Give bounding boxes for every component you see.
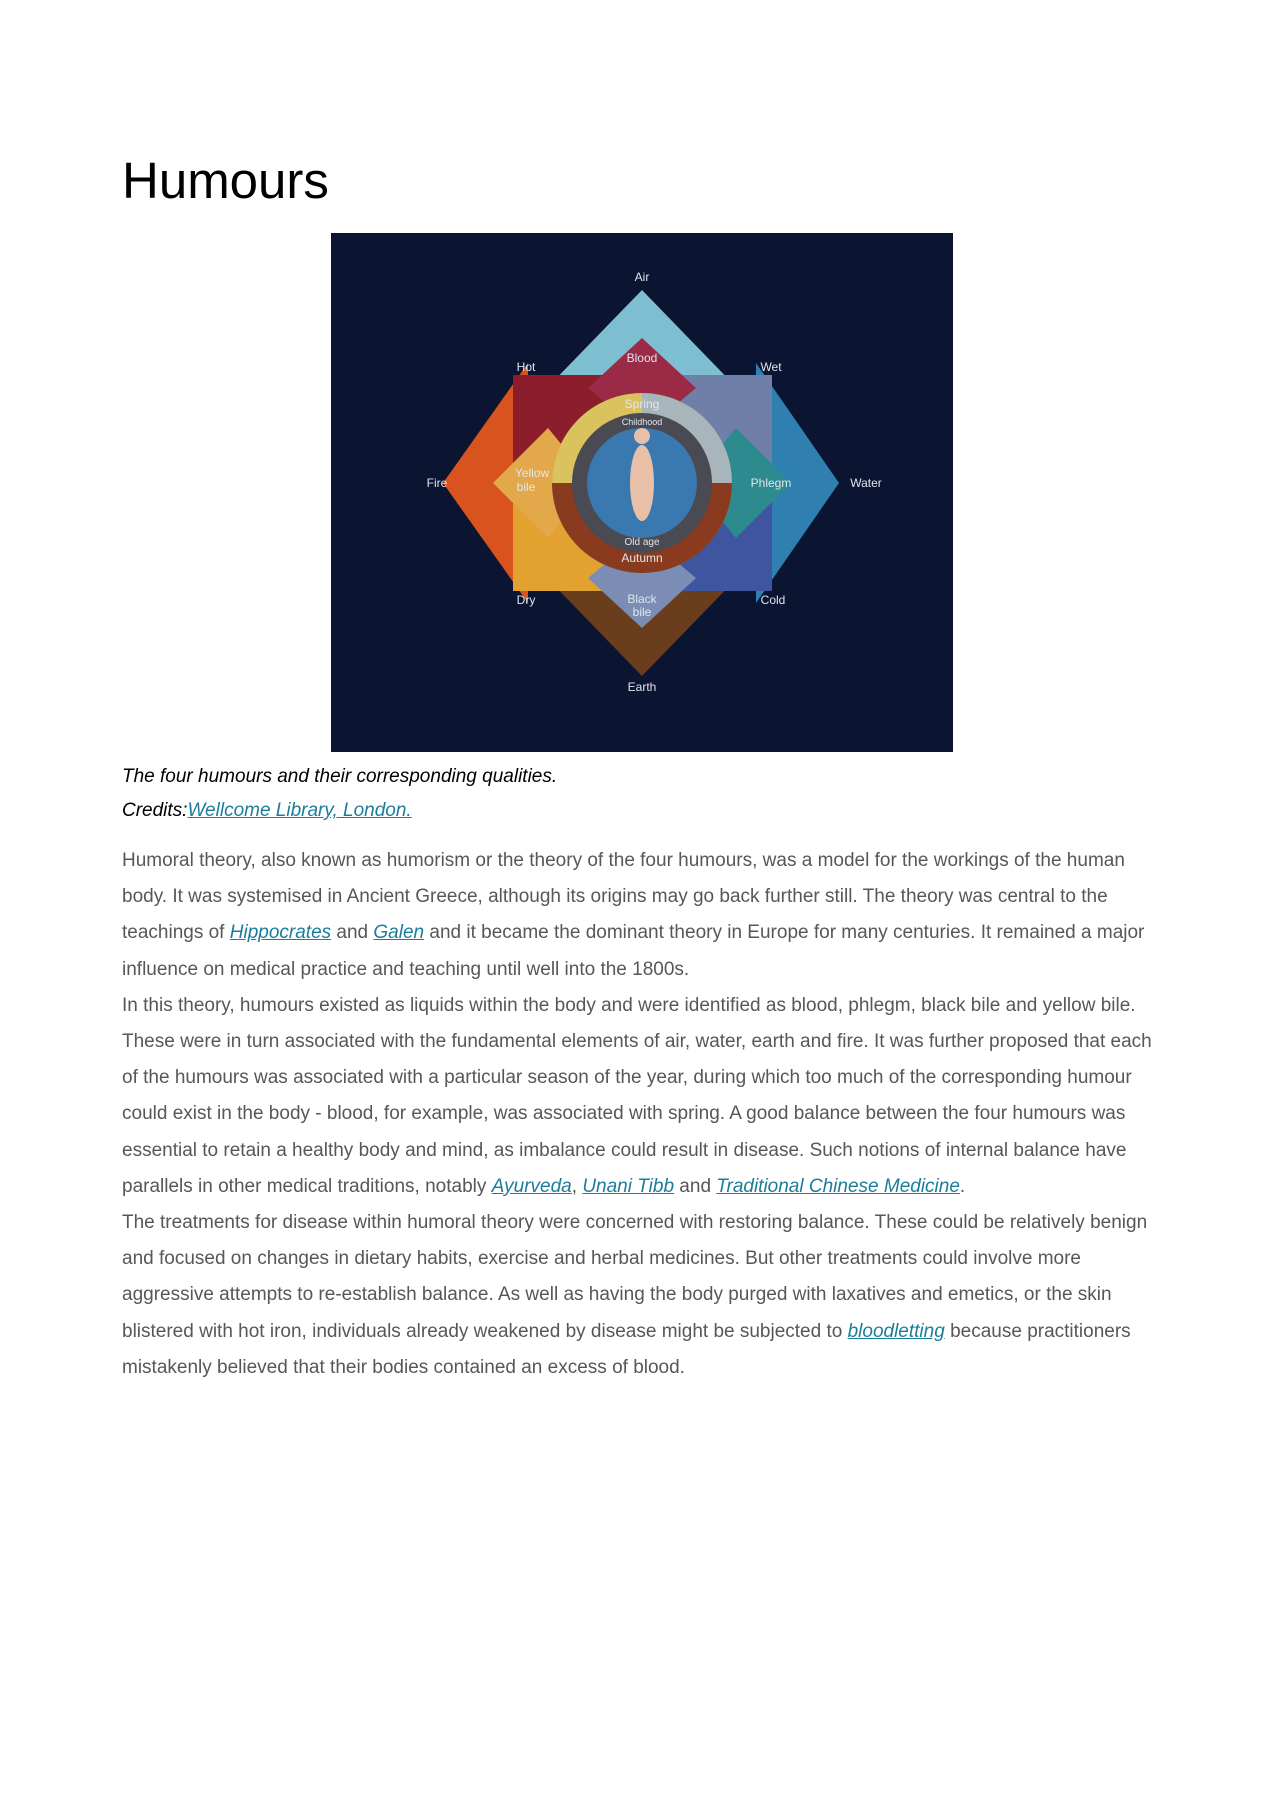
credits-link[interactable]: Wellcome Library, London.: [187, 800, 412, 821]
traditional-chinese-medicine-link[interactable]: Traditional Chinese Medicine: [716, 1175, 960, 1197]
label-phlegm: Phlegm: [750, 476, 792, 490]
label-fire: Fire: [426, 476, 448, 490]
label-air: Air: [634, 270, 650, 284]
humours-diagram: [331, 233, 953, 752]
caption-text: The four humours and their corresponding qualities.: [122, 766, 558, 787]
paragraph-2-comma: ,: [571, 1175, 583, 1197]
label-yellow-bile-2: bile: [516, 480, 536, 494]
paragraph-2: [122, 988, 1167, 1205]
label-old-age: Old age: [624, 537, 660, 548]
label-cold: Cold: [760, 593, 786, 607]
label-black-bile-1: Black: [627, 592, 657, 606]
ayurveda-link[interactable]: Ayurveda: [491, 1175, 572, 1197]
paragraph-1-text: Humoral theory, also known as humorism or the theory of the four humours, was a model for the workings of the human body. It was systemised in Ancient Greece, although its origins may go back further still. The theory was central to the teachings of: [122, 850, 1125, 944]
paragraph-3: [122, 1205, 1167, 1386]
paragraph-2-end: .: [959, 1175, 966, 1197]
paragraph-2-and: and: [674, 1175, 717, 1197]
bloodletting-link[interactable]: bloodletting: [847, 1320, 945, 1342]
credits-label: Credits:: [122, 800, 188, 821]
humours-diagram-image: [331, 233, 953, 752]
paragraph-3-text: The treatments for disease within humoral theory were concerned with restoring balance. These could be relatively benign and focused on changes in dietary habits, exercise and herbal medicines. But other treatments could involve more aggressive attempts to re-establish balance. As well as having the body purged with laxatives and emetics, or the skin blistered with hot iron, individuals already weakened by disease might be subjected to: [122, 1212, 1148, 1342]
paragraph-1-and: and: [331, 922, 374, 944]
label-black-bile-2: bile: [632, 605, 652, 619]
caption-credits: [122, 794, 557, 828]
human-figure-body: [630, 445, 654, 521]
label-hot: Hot: [516, 360, 536, 374]
paragraph-1: [122, 843, 1167, 988]
label-earth: Earth: [627, 680, 657, 694]
galen-link[interactable]: Galen: [373, 922, 425, 944]
label-autumn: Autumn: [621, 551, 663, 565]
label-spring: Spring: [624, 397, 660, 411]
label-yellow-bile-1: Yellow: [514, 466, 550, 480]
page-title: Humours: [122, 152, 329, 209]
paragraph-1-end: and it became the dominant theory in Europe for many centuries. It remained a major influence on medical practice and teaching until well into the 1800s.: [122, 922, 1145, 980]
human-figure-head: [634, 428, 650, 444]
label-childhood: Childhood: [621, 417, 663, 427]
paragraph-2-text: In this theory, humours existed as liquids within the body and were identified as blood, phlegm, black bile and yellow bile. These were in turn associated with the fundamental elements of air, water, earth and fire. It was further proposed that each of the humours was associated with a particular season of the year, during which too much of the corresponding humour could exist in the body - blood, for example, was associated with spring. A good balance between the four humours was essential to retain a healthy body and mind, as imbalance could result in disease. Such notions of internal balance have parallels in other medical traditions, notably: [122, 994, 1152, 1197]
label-wet: Wet: [760, 360, 782, 374]
paragraph-3-end: because practitioners mistakenly believed that their bodies contained an excess of blood.: [122, 1320, 1131, 1378]
label-dry: Dry: [516, 593, 536, 607]
label-blood: Blood: [626, 351, 658, 365]
figure-caption: [122, 760, 557, 828]
unani-tibb-link[interactable]: Unani Tibb: [582, 1175, 675, 1197]
article-body: [122, 843, 1167, 1386]
hippocrates-link[interactable]: Hippocrates: [229, 922, 332, 944]
label-water: Water: [850, 476, 882, 490]
